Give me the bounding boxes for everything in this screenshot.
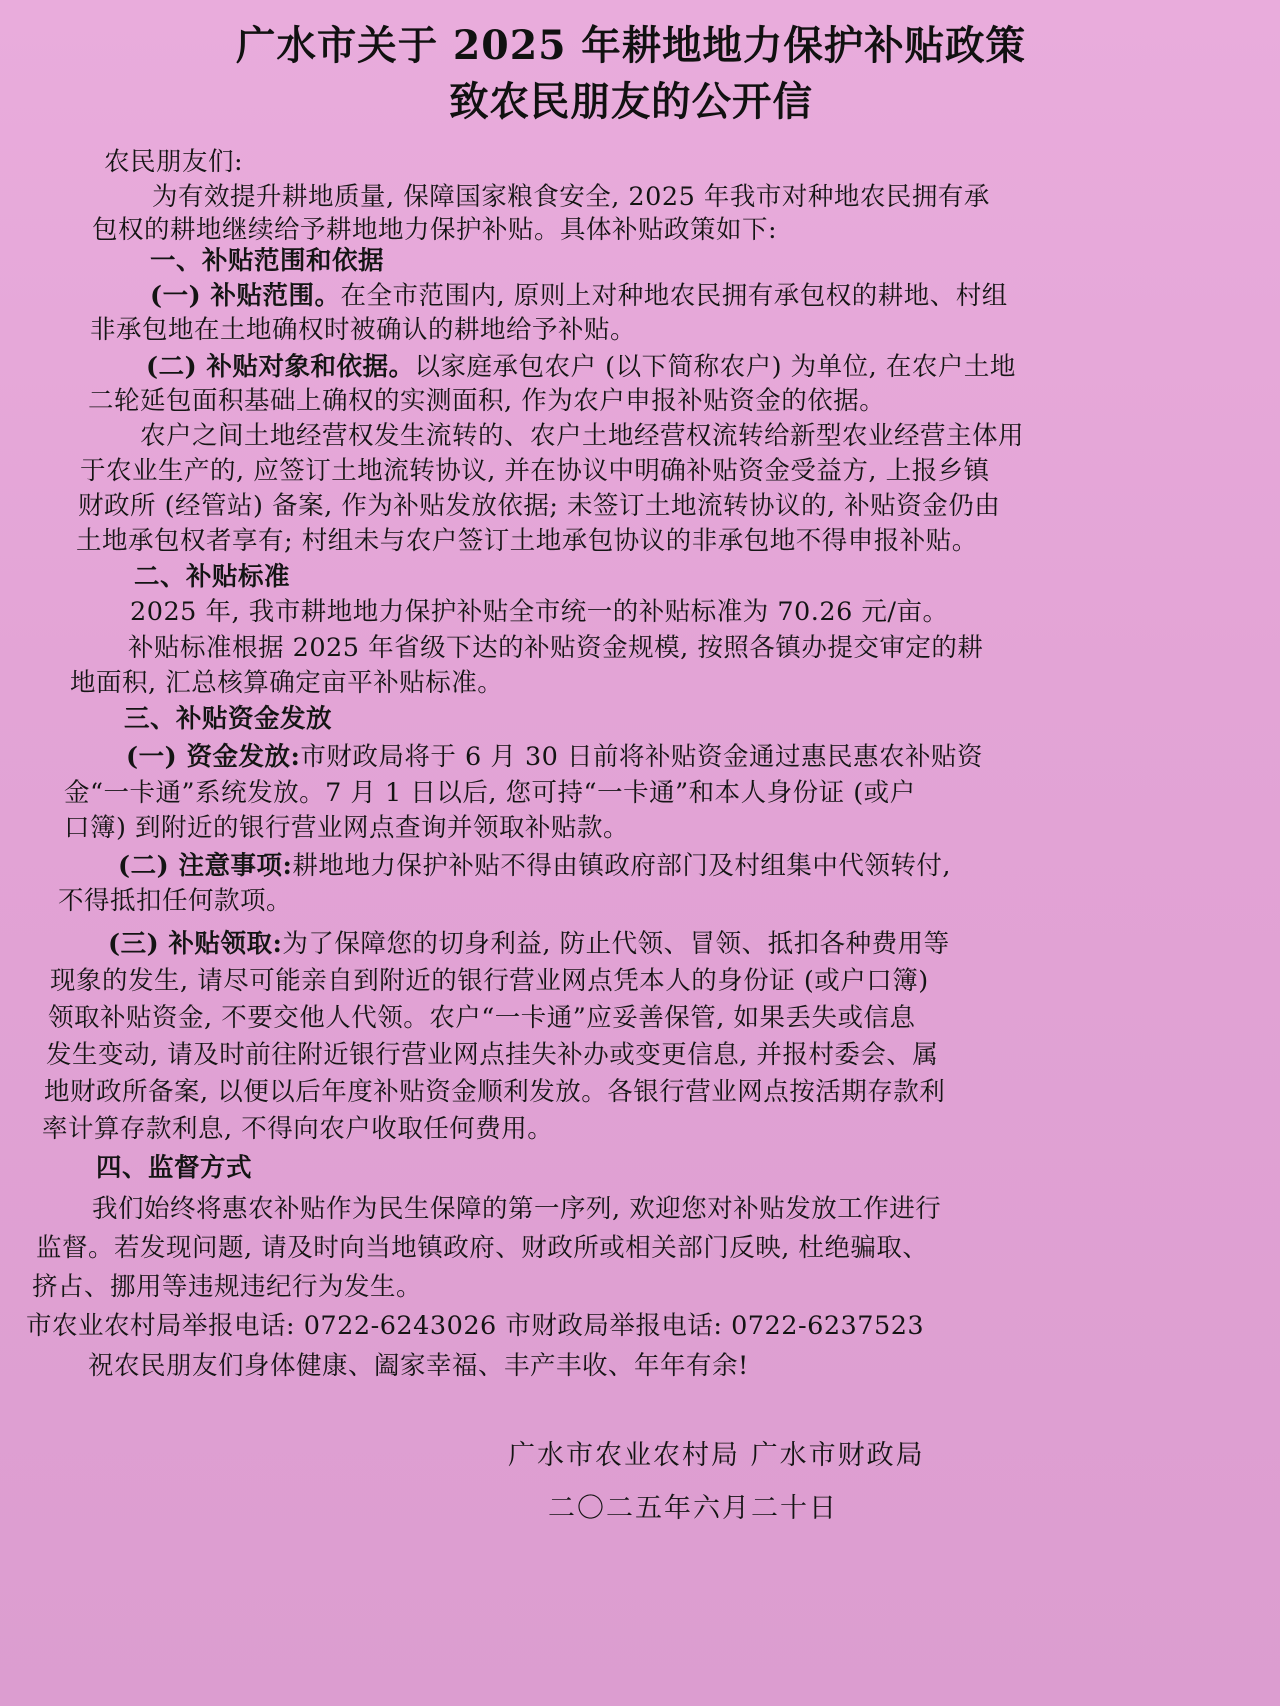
section-1-item-2-line-2: 二轮延包面积基础上确权的实测面积, 作为农户申报补贴资金的依据。 xyxy=(88,386,886,416)
section-3-item-1-line-2: 金“一卡通”系统发放。7 月 1 日以后, 您可持“一卡通”和本人身份证 (或户 xyxy=(64,778,916,808)
transfer-line-4: 土地承包权者享有; 村组未与农户签订土地承包协议的非承包地不得申报补贴。 xyxy=(76,526,978,556)
section-1-item-1-label: (一) 补贴范围。 xyxy=(150,281,341,311)
section-3-item-1-line-3: 口簿) 到附近的银行营业网点查询并领取补贴款。 xyxy=(64,813,630,843)
section-2-line-1: 2025 年, 我市耕地地力保护补贴全市统一的补贴标准为 70.26 元/亩。 xyxy=(130,597,949,627)
section-3-item-3-line-3: 领取补贴资金, 不要交他人代领。农户“一卡通”应妥善保管, 如果丢失或信息 xyxy=(48,1003,916,1033)
section-3-item-1-label: (一) 资金发放: xyxy=(126,742,301,772)
intro-line-1: 为有效提升耕地质量, 保障国家粮食安全, 2025 年我市对种地农民拥有承 xyxy=(152,182,990,212)
section-3-item-3-line-4: 发生变动, 请及时前往附近银行营业网点挂失补办或变更信息, 并报村委会、属 xyxy=(46,1040,939,1070)
section-3-item-3-text: 为了保障您的切身利益, 防止代领、冒领、抵扣各种费用等 xyxy=(282,929,950,959)
section-3-item-3-line-1 xyxy=(108,928,950,960)
section-3-item-2-text: 耕地地力保护补贴不得由镇政府部门及村组集中代领转付, xyxy=(292,851,952,881)
section-3-item-2-label: (二) 注意事项: xyxy=(118,851,293,881)
section-4-line-2: 监督。若发现问题, 请及时向当地镇政府、财政所或相关部门反映, 杜绝骗取、 xyxy=(36,1233,929,1263)
section-1-heading: 一、补贴范围和依据 xyxy=(150,246,385,276)
section-1-item-2-text: 以家庭承包农户 (以下简称农户) 为单位, 在农户土地 xyxy=(414,352,1016,382)
section-3-item-1-line-1 xyxy=(126,741,983,773)
section-3-item-3-line-5: 地财政所备案, 以便以后年度补贴资金顺利发放。各银行营业网点按活期存款利 xyxy=(44,1077,946,1107)
section-4-line-1: 我们始终将惠农补贴作为民生保障的第一序列, 欢迎您对补贴发放工作进行 xyxy=(92,1194,942,1224)
signatories: 广水市农业农村局 广水市财政局 xyxy=(508,1440,925,1471)
title-line-2: 致农民朋友的公开信 xyxy=(449,78,813,125)
section-4-line-3: 挤占、挪用等违规违纪行为发生。 xyxy=(32,1272,423,1302)
intro-line-2: 包权的耕地继续给予耕地地力保护补贴。具体补贴政策如下: xyxy=(92,215,778,245)
section-3-item-2-line-2: 不得抵扣任何款项。 xyxy=(58,886,293,916)
section-3-item-1-text: 市财政局将于 6 月 30 日前将补贴资金通过惠民惠农补贴资 xyxy=(300,742,984,772)
transfer-line-3: 财政所 (经管站) 备案, 作为补贴发放依据; 未签订土地流转协议的, 补贴资金仍由 xyxy=(78,491,1001,521)
section-3-item-3-label: (三) 补贴领取: xyxy=(108,929,283,959)
transfer-line-2: 于农业生产的, 应签订土地流转协议, 并在协议中明确补贴资金受益方, 上报乡镇 xyxy=(80,456,990,486)
closing-wishes: 祝农民朋友们身体健康、阖家幸福、丰产丰收、年年有余! xyxy=(88,1351,749,1381)
section-1-item-2-label: (二) 补贴对象和依据。 xyxy=(146,352,415,382)
section-1-item-1-line-1 xyxy=(150,280,1008,312)
issue-date: 二〇二五年六月二十日 xyxy=(548,1493,838,1524)
section-2-line-3: 地面积, 汇总核算确定亩平补贴标准。 xyxy=(70,668,504,698)
title-line-1: 广水市关于 2025 年耕地地力保护补贴政策 xyxy=(236,22,1026,69)
section-1-item-1-line-2: 非承包地在土地确权时被确认的耕地给予补贴。 xyxy=(90,315,637,345)
section-3-item-2-line-1 xyxy=(118,850,951,882)
section-3-item-3-line-6: 率计算存款利息, 不得向农户收取任何费用。 xyxy=(42,1114,554,1144)
section-3-heading: 三、补贴资金发放 xyxy=(124,704,333,734)
section-2-line-2: 补贴标准根据 2025 年省级下达的补贴资金规模, 按照各镇办提交审定的耕 xyxy=(128,633,984,663)
hotline-numbers: 市农业农村局举报电话: 0722-6243026 市财政局举报电话: 0722-6237523 xyxy=(26,1311,925,1341)
transfer-line-1: 农户之间土地经营权发生流转的、农户土地经营权流转给新型农业经营主体用 xyxy=(140,421,1025,451)
section-4-heading: 四、监督方式 xyxy=(96,1153,253,1183)
section-3-item-3-line-2: 现象的发生, 请尽可能亲自到附近的银行营业网点凭本人的身份证 (或户口簿) xyxy=(50,966,929,996)
section-2-heading: 二、补贴标准 xyxy=(134,562,291,592)
section-1-item-1-text: 在全市范围内, 原则上对种地农民拥有承包权的耕地、村组 xyxy=(340,281,1008,311)
section-1-item-2-line-1 xyxy=(146,351,1016,383)
salutation: 农民朋友们: xyxy=(104,147,244,177)
